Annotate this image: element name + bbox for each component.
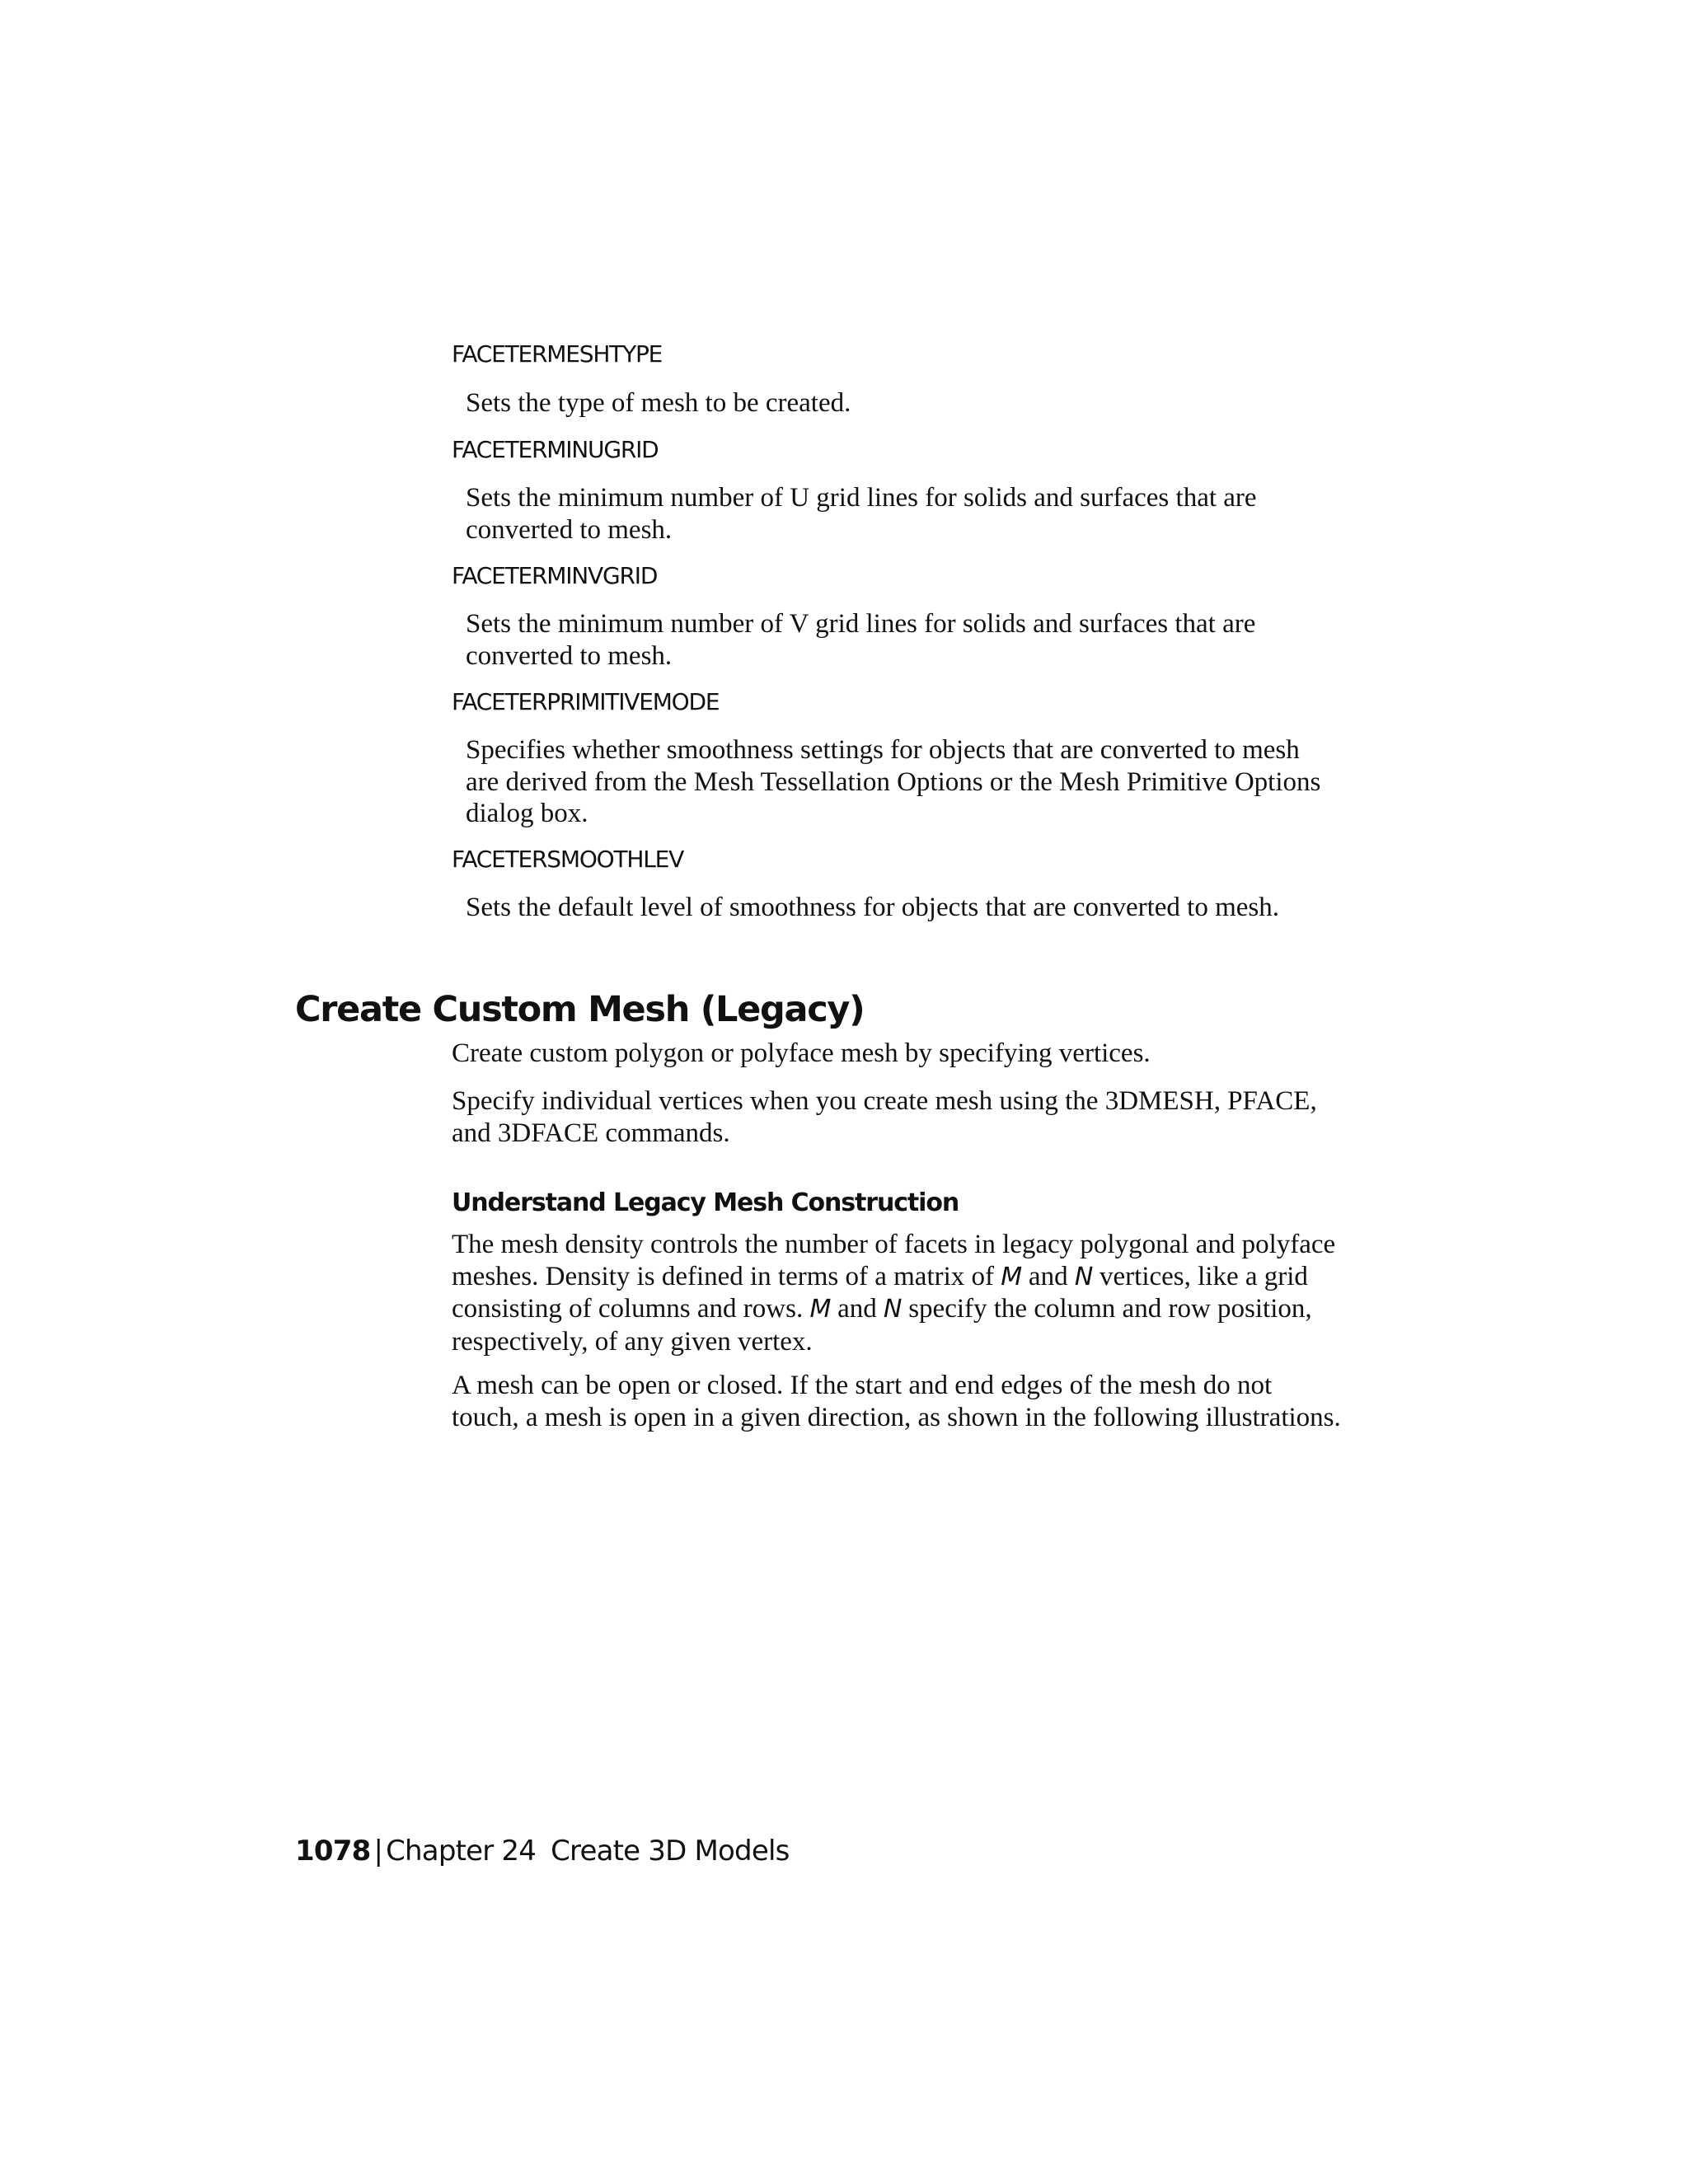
chapter-label: Chapter 24	[386, 1835, 537, 1868]
density-paragraph: The mesh density controls the number of facets in legacy polygonal and polyface meshes. Density is defined in terms of a matrix of M and N vertices, like a grid consisting of columns and rows. M and N specify the column and row position, respectively, of any given vertex.	[452, 1230, 1336, 1357]
subsection-title: Understand Legacy Mesh Construction	[452, 1188, 959, 1217]
variable-term: FACETERPRIMITIVEMODE	[452, 688, 720, 715]
variable-description: Sets the type of mesh to be created.	[466, 388, 851, 418]
variable-description: Sets the default level of smoothness for objects that are converted to mesh.	[466, 893, 1279, 922]
matrix-n-variable: N	[1074, 1262, 1093, 1291]
chapter-title: Create 3D Models	[551, 1835, 790, 1868]
matrix-n-variable: N	[884, 1295, 902, 1324]
page-footer	[295, 1833, 790, 1869]
open-closed-paragraph: A mesh can be open or closed. If the start and end edges of the mesh do not touch, a mesh is open in a given direction, as shown in the following illustrations.	[452, 1371, 1341, 1432]
section-paragraph: Specify individual vertices when you create mesh using the 3DMESH, PFACE, and 3DFACE commands.	[452, 1086, 1317, 1148]
variable-description: Sets the minimum number of V grid lines for solids and surfaces that are converted to mesh.	[466, 609, 1256, 671]
matrix-m-variable: M	[809, 1295, 831, 1324]
section-title: Create Custom Mesh (Legacy)	[295, 989, 865, 1030]
variable-term: FACETERMESHTYPE	[452, 340, 663, 368]
variable-term: FACETERMINVGRID	[452, 562, 658, 589]
footer-separator: |	[373, 1835, 383, 1868]
page-number: 1078	[295, 1835, 371, 1868]
section-intro: Create custom polygon or polyface mesh by specifying vertices.	[452, 1038, 1151, 1068]
variable-term: FACETERSMOOTHLEV	[452, 846, 684, 873]
variable-description: Specifies whether smoothness settings for objects that are converted to mesh are derived from the Mesh Tessellation Options or the Mesh Primitive Options dialog box.	[466, 735, 1321, 828]
matrix-m-variable: M	[1001, 1262, 1022, 1291]
variable-term: FACETERMINUGRID	[452, 436, 659, 463]
variable-description: Sets the minimum number of U grid lines for solids and surfaces that are converted to mesh.	[466, 483, 1257, 545]
